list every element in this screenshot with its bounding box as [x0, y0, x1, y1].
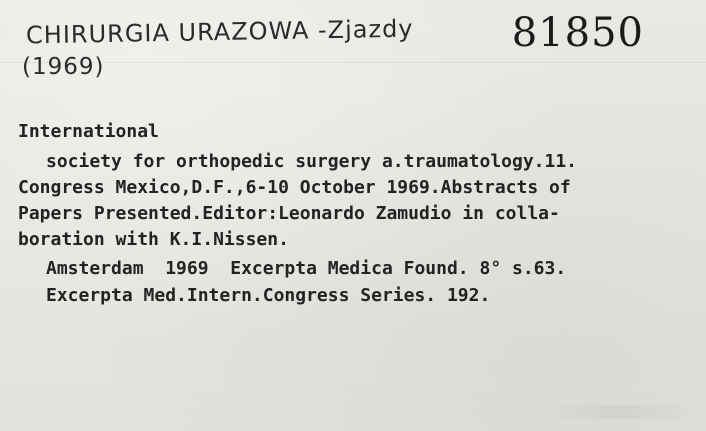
typed-line: society for orthopedic surgery a.traumatology.11. — [46, 151, 578, 172]
catalog-number: 81850 — [511, 10, 644, 56]
faded-stamp-mark — [538, 405, 698, 419]
typed-line: Excerpta Med.Intern.Congress Series. 192. — [46, 285, 491, 306]
typed-line: Congress Mexico,D.F.,6-10 October 1969.Abstracts of — [18, 177, 571, 198]
typed-line: Papers Presented.Editor:Leonardo Zamudio in colla- — [18, 203, 560, 224]
typed-line: Amsterdam 1969 Excerpta Medica Found. 8° s.63. — [46, 258, 567, 279]
handwritten-subject-heading: CHIRURGIA URAZOWA -Zjazdy — [25, 14, 414, 50]
handwritten-year: (1969) — [22, 54, 105, 80]
typed-line: boration with K.I.Nissen. — [18, 229, 289, 250]
typed-line: International — [18, 121, 159, 142]
